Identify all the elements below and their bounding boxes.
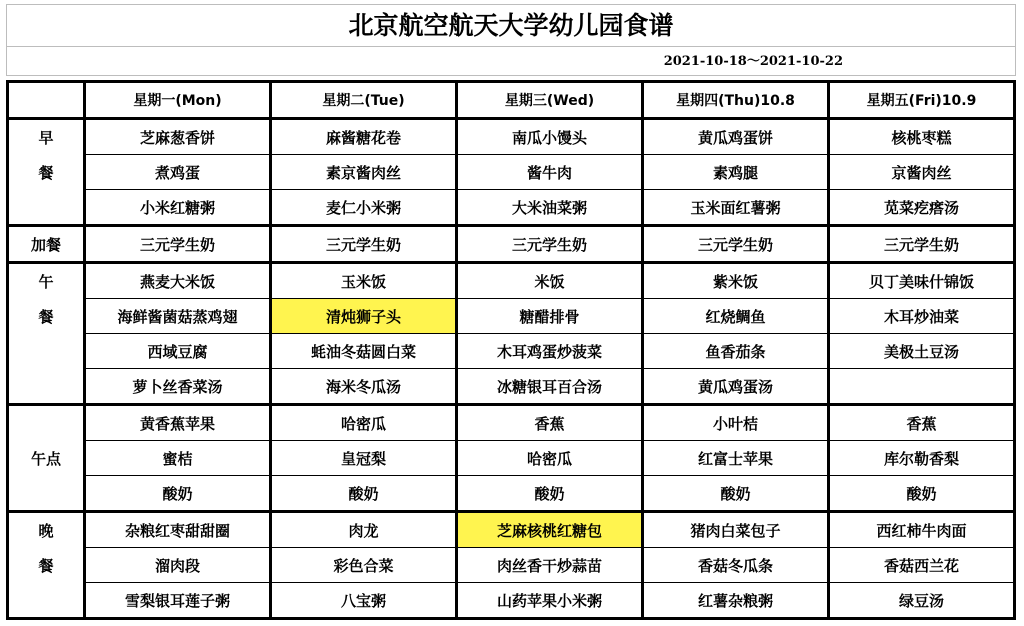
menu-cell: 哈密瓜 [271, 405, 457, 441]
menu-cell: 西域豆腐 [85, 334, 271, 369]
menu-cell: 黄瓜鸡蛋汤 [643, 369, 829, 405]
menu-cell: 芝麻葱香饼 [85, 119, 271, 155]
menu-cell: 香蕉 [829, 405, 1015, 441]
menu-cell: 酸奶 [457, 476, 643, 512]
menu-cell: 山药苹果小米粥 [457, 583, 643, 619]
lunch-label-blank [8, 334, 85, 369]
dinner-row [8, 583, 1015, 619]
menu-cell: 小米红糖粥 [85, 190, 271, 226]
menu-cell: 美极土豆汤 [829, 334, 1015, 369]
menu-cell: 酸奶 [643, 476, 829, 512]
afternoon-row [8, 441, 1015, 476]
menu-cell: 玉米饭 [271, 263, 457, 299]
menu-cell: 冰糖银耳百合汤 [457, 369, 643, 405]
lunch-row [8, 299, 1015, 334]
day-header: 星期五(Fri)10.9 [829, 82, 1015, 119]
menu-cell: 海米冬瓜汤 [271, 369, 457, 405]
lunch-label: 午 [8, 263, 85, 299]
menu-cell: 苋菜疙瘩汤 [829, 190, 1015, 226]
day-header: 星期三(Wed) [457, 82, 643, 119]
menu-cell: 酸奶 [829, 476, 1015, 512]
menu-cell: 酸奶 [85, 476, 271, 512]
menu-sheet [6, 4, 1016, 620]
date-bar [6, 46, 1016, 76]
date-range: 2021-10-18～2021-10-22 [663, 54, 843, 69]
menu-cell: 蜜桔 [85, 441, 271, 476]
menu-cell: 紫米饭 [643, 263, 829, 299]
menu-cell: 三元学生奶 [85, 226, 271, 263]
menu-cell: 蚝油冬菇圆白菜 [271, 334, 457, 369]
dinner-label: 餐 [8, 548, 85, 583]
menu-cell: 西红柿牛肉面 [829, 512, 1015, 548]
menu-cell: 麦仁小米粥 [271, 190, 457, 226]
menu-cell: 红薯杂粮粥 [643, 583, 829, 619]
dinner-row [8, 512, 1015, 548]
day-header: 星期二(Tue) [271, 82, 457, 119]
day-header: 星期一(Mon) [85, 82, 271, 119]
menu-cell: 猪肉白菜包子 [643, 512, 829, 548]
menu-cell: 萝卜丝香菜汤 [85, 369, 271, 405]
lunch-row [8, 334, 1015, 369]
snack-row [8, 226, 1015, 263]
menu-cell: 黄瓜鸡蛋饼 [643, 119, 829, 155]
menu-cell: 南瓜小馒头 [457, 119, 643, 155]
menu-cell: 三元学生奶 [643, 226, 829, 263]
dinner-row [8, 548, 1015, 583]
lunch-row [8, 369, 1015, 405]
breakfast-label: 早 [8, 119, 85, 155]
menu-cell: 鱼香茄条 [643, 334, 829, 369]
menu-cell: 红富士苹果 [643, 441, 829, 476]
menu-cell: 彩色合菜 [271, 548, 457, 583]
menu-cell: 库尔勒香梨 [829, 441, 1015, 476]
menu-cell: 燕麦大米饭 [85, 263, 271, 299]
menu-cell: 肉丝香干炒蒜苗 [457, 548, 643, 583]
menu-cell: 溜肉段 [85, 548, 271, 583]
menu-cell-highlighted: 芝麻核桃红糖包 [457, 512, 643, 548]
afternoon-row [8, 405, 1015, 441]
afternoon-label: 午点 [8, 441, 85, 476]
breakfast-label-blank [8, 190, 85, 226]
menu-cell: 三元学生奶 [457, 226, 643, 263]
menu-cell: 小叶桔 [643, 405, 829, 441]
menu-cell-highlighted: 清炖狮子头 [271, 299, 457, 334]
menu-cell [829, 369, 1015, 405]
snack-label: 加餐 [8, 226, 85, 263]
breakfast-row [8, 119, 1015, 155]
menu-cell: 素鸡腿 [643, 155, 829, 190]
menu-cell: 麻酱糖花卷 [271, 119, 457, 155]
menu-cell: 酸奶 [271, 476, 457, 512]
menu-cell: 黄香蕉苹果 [85, 405, 271, 441]
menu-cell: 素京酱肉丝 [271, 155, 457, 190]
menu-cell: 三元学生奶 [829, 226, 1015, 263]
menu-table [6, 80, 1016, 620]
menu-cell: 木耳鸡蛋炒菠菜 [457, 334, 643, 369]
menu-cell: 杂粮红枣甜甜圈 [85, 512, 271, 548]
lunch-label-blank [8, 369, 85, 405]
menu-cell: 玉米面红薯粥 [643, 190, 829, 226]
dinner-label: 晚 [8, 512, 85, 548]
menu-cell: 糖醋排骨 [457, 299, 643, 334]
menu-title: 北京航空航天大学幼儿园食谱 [6, 4, 1016, 46]
day-header: 星期四(Thu)10.8 [643, 82, 829, 119]
dinner-label-blank [8, 583, 85, 619]
menu-cell: 米饭 [457, 263, 643, 299]
menu-cell: 酱牛肉 [457, 155, 643, 190]
header-row [8, 82, 1015, 119]
menu-cell: 肉龙 [271, 512, 457, 548]
menu-cell: 京酱肉丝 [829, 155, 1015, 190]
menu-cell: 雪梨银耳莲子粥 [85, 583, 271, 619]
menu-cell: 三元学生奶 [271, 226, 457, 263]
afternoon-label-blank [8, 476, 85, 512]
menu-cell: 绿豆汤 [829, 583, 1015, 619]
breakfast-row [8, 155, 1015, 190]
menu-cell: 煮鸡蛋 [85, 155, 271, 190]
menu-cell: 香菇西兰花 [829, 548, 1015, 583]
menu-cell: 贝丁美味什锦饭 [829, 263, 1015, 299]
menu-cell: 皇冠梨 [271, 441, 457, 476]
lunch-label: 餐 [8, 299, 85, 334]
menu-cell: 木耳炒油菜 [829, 299, 1015, 334]
breakfast-label: 餐 [8, 155, 85, 190]
menu-cell: 哈密瓜 [457, 441, 643, 476]
menu-cell: 八宝粥 [271, 583, 457, 619]
menu-cell: 香菇冬瓜条 [643, 548, 829, 583]
afternoon-row [8, 476, 1015, 512]
menu-cell: 红烧鲷鱼 [643, 299, 829, 334]
breakfast-row [8, 190, 1015, 226]
afternoon-label-blank [8, 405, 85, 441]
menu-cell: 核桃枣糕 [829, 119, 1015, 155]
menu-cell: 海鲜酱菌菇蒸鸡翅 [85, 299, 271, 334]
corner-cell [8, 82, 85, 119]
lunch-row [8, 263, 1015, 299]
menu-cell: 大米油菜粥 [457, 190, 643, 226]
menu-cell: 香蕉 [457, 405, 643, 441]
